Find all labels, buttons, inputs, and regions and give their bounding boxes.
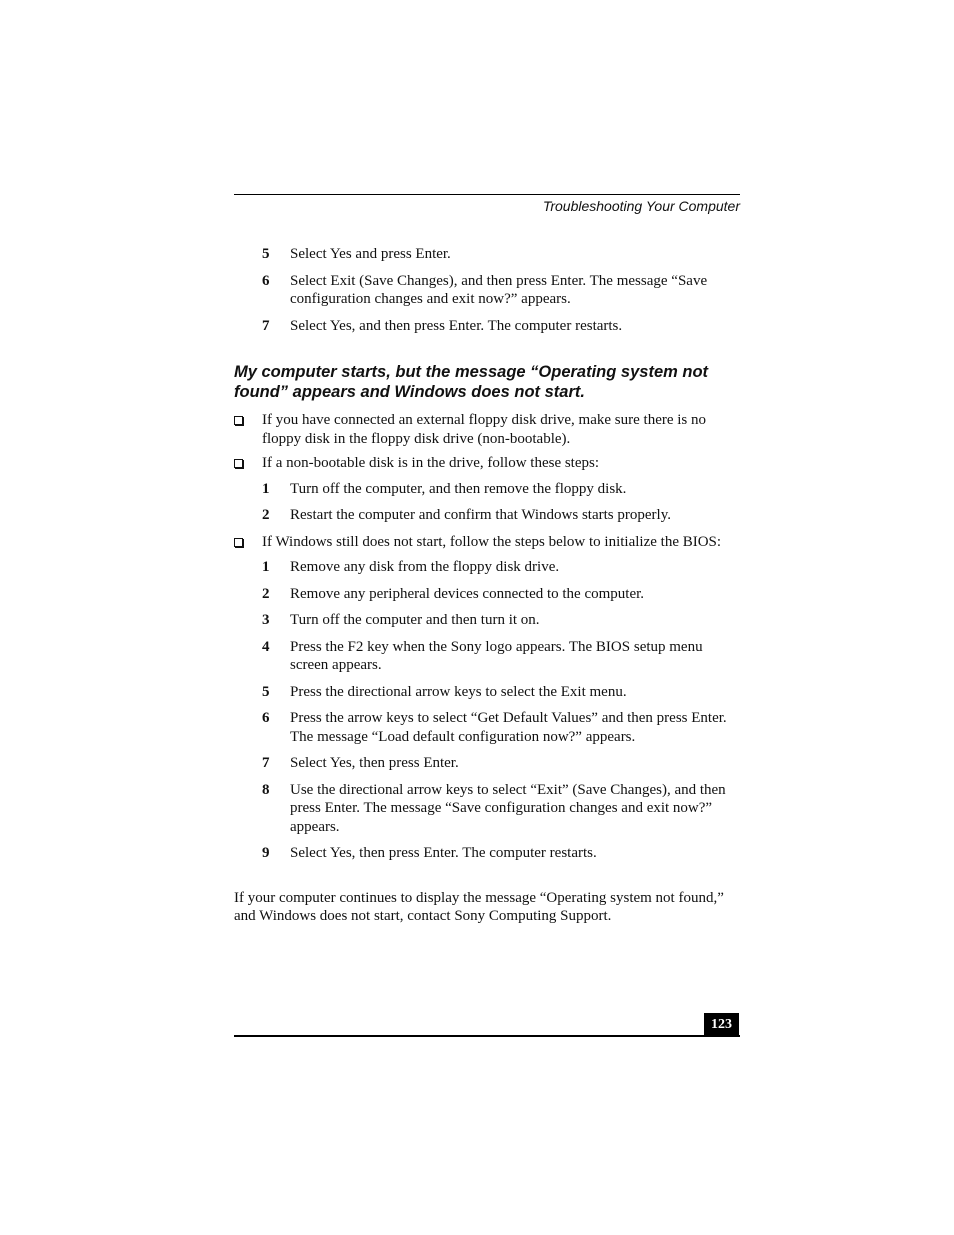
step-number: 2: [262, 585, 270, 602]
step-text: Press the directional arrow keys to select the Exit menu.: [290, 683, 627, 700]
step-text: Press the arrow keys to select “Get Default Values” and then press Enter. The message “Load default configuration now?” appears.: [290, 710, 727, 745]
closing-paragraph: If your computer continues to display the message “Operating system not found,” and Windows does not start, contact Sony Computing Support.: [234, 889, 724, 924]
step-item: [234, 558, 740, 577]
steps-top: [234, 245, 740, 335]
page-content: [234, 245, 740, 926]
step-item: [234, 317, 740, 336]
footer-rule: [234, 1035, 740, 1037]
running-head: Troubleshooting Your Computer: [542, 198, 740, 214]
bullet-text: If a non-bootable disk is in the drive, follow these steps:: [262, 455, 600, 471]
step-number: 7: [262, 317, 270, 334]
step-number: 5: [262, 683, 270, 700]
step-item: [234, 480, 740, 499]
step-text: Remove any peripheral devices connected to the computer.: [290, 585, 645, 602]
checkbox-bullet-icon: [234, 538, 243, 547]
step-item: [234, 683, 740, 702]
bullet-item: [234, 533, 740, 552]
checkbox-bullet-icon: [234, 459, 243, 468]
bullet-steps: [234, 558, 740, 863]
step-number: 5: [262, 246, 270, 262]
step-number: 1: [262, 480, 270, 497]
step-number: 6: [262, 272, 270, 289]
step-item: [234, 245, 740, 264]
header-rule: [234, 194, 740, 195]
step-text: Press the F2 key when the Sony logo appears. The BIOS setup menu screen appears.: [290, 638, 703, 673]
step-text: Select Exit (Save Changes), and then press Enter. The message “Save configuration changes and exit now?” appears.: [290, 272, 708, 307]
manual-page: [234, 0, 740, 1235]
step-text: Use the directional arrow keys to select “Exit” (Save Changes), and then press Enter. The message “Save configuration changes and exit now?” appears.: [290, 781, 726, 835]
step-text: Remove any disk from the floppy disk drive.: [290, 559, 560, 575]
step-number: 8: [262, 781, 270, 798]
bullet-item: [234, 454, 740, 473]
bullet-steps: [234, 480, 740, 525]
step-item: [234, 611, 740, 630]
step-number: 9: [262, 845, 270, 861]
step-text: Select Yes, then press Enter.: [290, 755, 459, 771]
step-item: [234, 844, 740, 863]
page-number: 123: [704, 1013, 739, 1036]
step-item: [234, 754, 740, 773]
section-heading: My computer starts, but the message “Operating system not found” appears and Windows does not start.: [234, 363, 709, 401]
step-text: Select Yes and press Enter.: [290, 246, 451, 262]
step-item: [234, 781, 740, 837]
checkbox-bullet-icon: [234, 416, 243, 425]
step-number: 1: [262, 559, 270, 575]
step-item: [234, 638, 740, 675]
step-text: Select Yes, and then press Enter. The computer restarts.: [290, 317, 623, 334]
step-text: Turn off the computer and then turn it on.: [290, 612, 540, 628]
step-item: [234, 585, 740, 604]
step-number: 3: [262, 612, 270, 628]
bullet-text: If Windows still does not start, follow the steps below to initialize the BIOS:: [262, 533, 722, 550]
step-number: 2: [262, 507, 270, 523]
step-item: [234, 506, 740, 525]
step-text: Turn off the computer, and then remove the floppy disk.: [290, 480, 627, 497]
step-item: [234, 709, 740, 746]
step-number: 7: [262, 755, 270, 771]
bullet-item: [234, 411, 740, 448]
step-text: Restart the computer and confirm that Windows starts properly.: [290, 507, 671, 523]
step-item: [234, 272, 740, 309]
step-text: Select Yes, then press Enter. The computer restarts.: [290, 845, 597, 861]
step-number: 4: [262, 638, 270, 655]
step-number: 6: [262, 710, 270, 726]
bullet-text: If you have connected an external floppy disk drive, make sure there is no floppy disk in the floppy disk drive (non-bootable).: [262, 412, 707, 447]
